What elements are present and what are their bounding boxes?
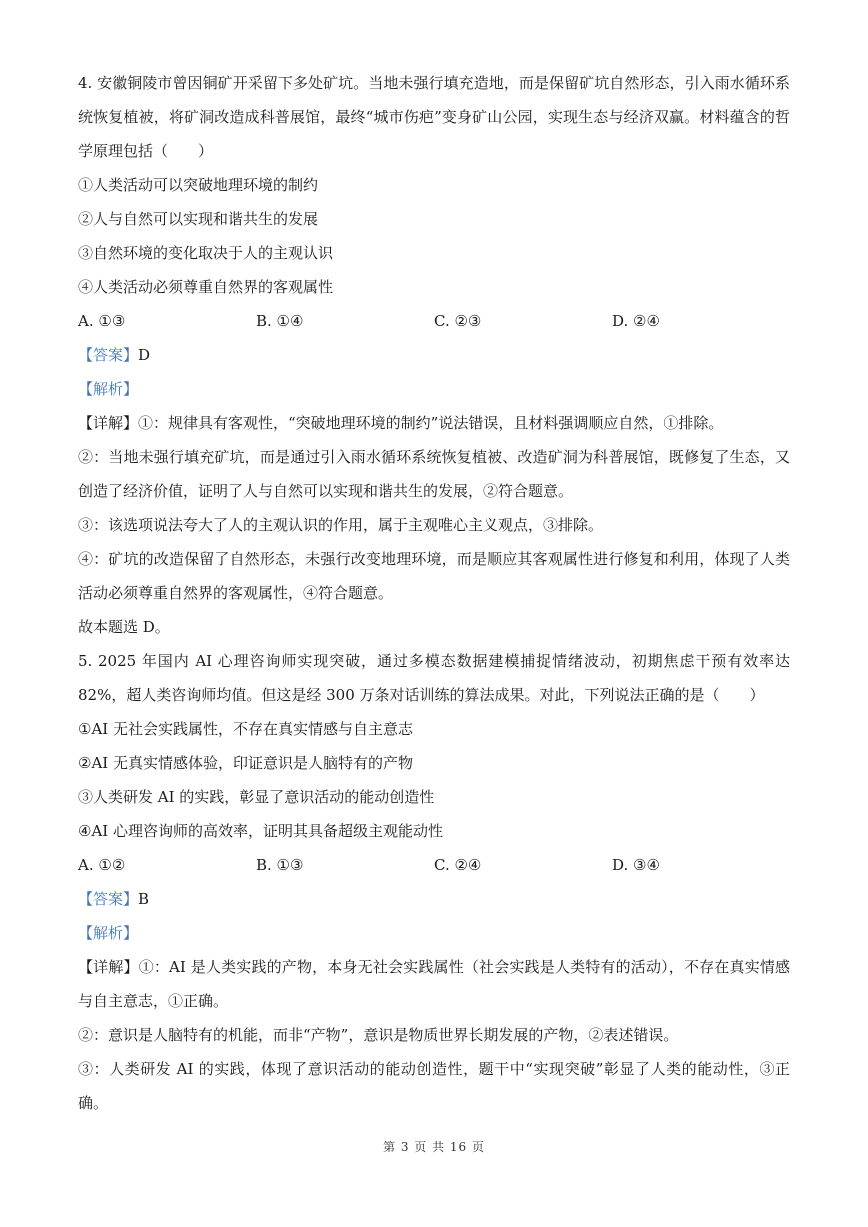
question-5-detail-1: 【详解】①：AI 是人类实践的产物，本身无社会实践属性（社会实践是人类特有的活动），不存在真实情感与自主意志，①正确。 (78, 958, 790, 1010)
question-4-option-b: B. ①④ (256, 312, 304, 330)
answer-tag: 【答案】 (78, 890, 139, 908)
question-5-options (78, 848, 790, 882)
question-5-option-d: D. ③④ (612, 856, 660, 874)
question-5-statement-4: ④AI 心理咨询师的高效率，证明其具备超级主观能动性 (78, 822, 443, 840)
question-4-analysis (78, 372, 790, 406)
analysis-tag: 【解析】 (78, 380, 139, 398)
question-4-options (78, 304, 790, 338)
answer-tag: 【答案】 (78, 346, 139, 364)
question-4-option-d: D. ②④ (612, 312, 660, 330)
page-content (78, 66, 790, 1120)
question-5-option-a: A. ①② (78, 856, 126, 874)
question-4-conclusion: 故本题选 D。 (78, 618, 170, 636)
question-4-detail-3: ③：该选项说法夸大了人的主观认识的作用，属于主观唯心主义观点，③排除。 (78, 516, 604, 534)
question-5-detail-2: ②：意识是人脑特有的机能，而非“产物”，意识是物质世界长期发展的产物，②表述错误。 (78, 1026, 679, 1044)
detail-tag: 【详解】 (78, 958, 139, 976)
question-5-option-c: C. ②④ (434, 856, 482, 874)
question-4-option-a: A. ①③ (78, 312, 126, 330)
question-5-statement-2: ②AI 无真实情感体验，印证意识是人脑特有的产物 (78, 754, 413, 772)
question-5-statement-1: ①AI 无社会实践属性，不存在真实情感与自主意志 (78, 720, 413, 738)
analysis-tag: 【解析】 (78, 924, 139, 942)
page-footer: 第 3 页 共 16 页 (383, 1140, 485, 1154)
question-4-detail-2: ②：当地未强行填充矿坑，而是通过引入雨水循环系统恢复植被、改造矿洞为科普展馆，既修复了生态，又创造了经济价值，证明了人与自然可以实现和谐共生的发展，②符合题意。 (78, 448, 790, 500)
question-4-detail-4: ④：矿坑的改造保留了自然形态，未强行改变地理环境，而是顺应其客观属性进行修复和利用，体现了人类活动必须尊重自然界的客观属性，④符合题意。 (78, 550, 790, 602)
question-4-statement-2: ②人与自然可以实现和谐共生的发展 (78, 210, 319, 228)
question-5-stem: 5. 2025 年国内 AI 心理咨询师实现突破，通过多模态数据建模捕捉情绪波动，初期焦虑干预有效率达 82%，超人类咨询师均值。但这是经 300 万条对话训练的算法成果。对此，下列说法正确的是（ ） (78, 652, 790, 704)
question-4-statement-3: ③自然环境的变化取决于人的主观认识 (78, 244, 334, 262)
question-4-statement-4: ④人类活动必须尊重自然界的客观属性 (78, 278, 334, 296)
question-5-analysis (78, 916, 790, 950)
question-4-answer (78, 338, 790, 372)
question-4-statement-1: ①人类活动可以突破地理环境的制约 (78, 176, 319, 194)
question-4-option-c: C. ②③ (434, 312, 482, 330)
answer-value: B (138, 890, 150, 908)
question-4 (78, 66, 790, 644)
question-5-answer (78, 882, 790, 916)
answer-value: D (138, 346, 151, 364)
question-4-detail-1: 【详解】①：规律具有客观性，“突破地理环境的制约”说法错误，且材料强调顺应自然，①排除。 (78, 414, 724, 432)
question-4-stem: 4. 安徽铜陵市曾因铜矿开采留下多处矿坑。当地未强行填充造地，而是保留矿坑自然形态，引入雨水循环系统恢复植被，将矿洞改造成科普展馆，最终“城市伤疤”变身矿山公园，实现生态与经济双赢。材料蕴含的哲学原理包括（ ） (78, 74, 790, 160)
question-5-detail-3: ③：人类研发 AI 的实践，体现了意识活动的能动创造性，题干中“实现突破”彰显了人类的能动性，③正确。 (78, 1060, 790, 1112)
question-5-option-b: B. ①③ (256, 856, 304, 874)
question-5-statement-3: ③人类研发 AI 的实践，彰显了意识活动的能动创造性 (78, 788, 435, 806)
question-5 (78, 644, 790, 1120)
detail-tag: 【详解】 (78, 414, 139, 432)
